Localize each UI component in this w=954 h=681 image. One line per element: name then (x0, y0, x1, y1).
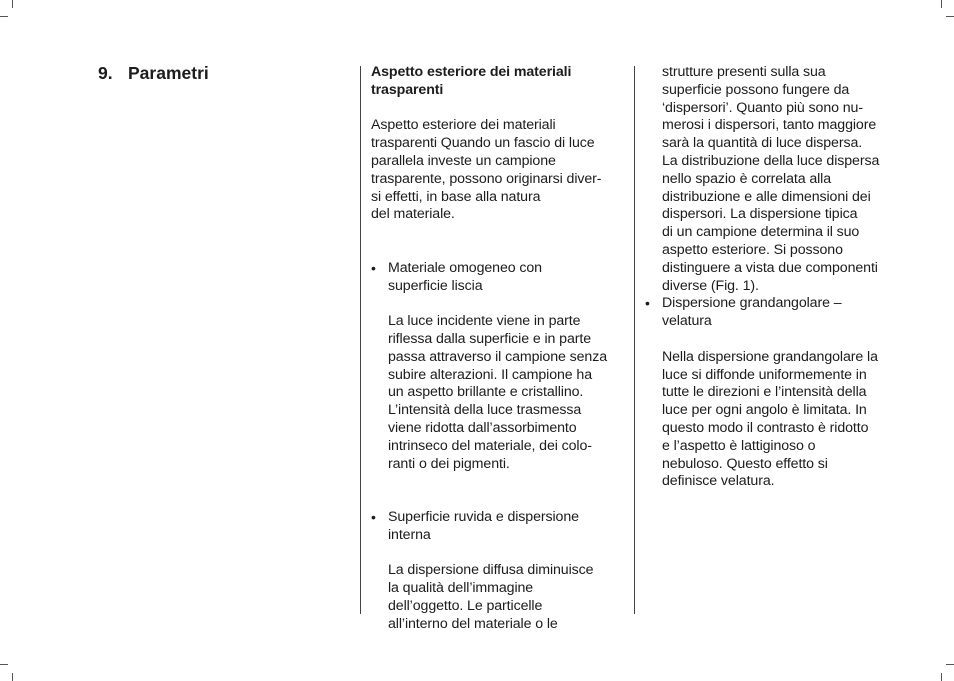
text-line: nello spazio è correlata alla (662, 170, 832, 187)
section-heading (98, 63, 209, 84)
text-line: e l’aspetto è lattiginoso o (662, 437, 816, 454)
crop-mark-bottom-left-h (0, 664, 8, 665)
text-line: La distribuzione della luce dispersa (662, 152, 880, 169)
section-number: 9. (98, 63, 113, 83)
spacer (662, 331, 912, 349)
text-line: superficie possono fungere da (662, 81, 850, 98)
text-line: trasparente, possono originarsi diver- (371, 170, 602, 187)
crop-mark-bottom-left-v (12, 673, 13, 681)
list-item (645, 295, 912, 491)
spacer (371, 242, 629, 260)
crop-mark-bottom-right-v (941, 673, 942, 681)
text-line: subire alterazioni. Il campione ha (388, 366, 593, 383)
text-line: La luce incidente viene in parte (388, 313, 581, 330)
text-line: sarà la quantità di luce dispersa. (662, 135, 863, 152)
text-line: La dispersione diffusa diminuisce (388, 562, 594, 579)
spacer (371, 100, 629, 118)
middle-column (371, 64, 629, 634)
text-line: Materiale omogeneo con (388, 259, 542, 276)
text-line: distribuzione e alle dimensioni dei (662, 188, 871, 205)
heading-line: trasparenti (371, 81, 444, 98)
text-line: Dispersione grandangolare – (662, 295, 842, 312)
bullet-marker: • (371, 508, 376, 525)
text-line: parallela investe un campione (371, 152, 556, 169)
text-line: nebuloso. Questo effetto si (662, 455, 828, 472)
section-title: Parametri (128, 63, 209, 83)
text-line: Nella dispersione grandangolare la (662, 348, 878, 365)
bullet-marker: • (371, 259, 376, 276)
text-line: distinguere a vista due componenti (662, 259, 878, 276)
column-divider-right (634, 66, 635, 614)
continued-paragraph (662, 64, 912, 295)
text-line: luce si diffonde uniformemente in (662, 366, 867, 383)
text-line: ‘dispersori’. Quanto più sono nu- (662, 99, 863, 116)
text-line: luce per ogni angolo è limitata. In (662, 402, 867, 419)
list-item-body (662, 349, 912, 491)
text-line: trasparenti Quando un fascio di luce (371, 135, 595, 152)
text-line: Aspetto esteriore dei materiali (371, 117, 556, 134)
text-line: viene ridotta dall’assorbimento (388, 419, 577, 436)
text-line: dispersori. La dispersione tipica (662, 206, 858, 223)
text-line: all’interno del materiale o le (388, 615, 558, 632)
text-line: merosi i dispersori, tanto maggiore (662, 117, 877, 134)
list-item-title (388, 509, 629, 545)
text-line: aspetto esteriore. Si possono (662, 241, 843, 258)
text-line: passa attraverso il campione senza (388, 348, 607, 365)
crop-mark-top-right-v (941, 0, 942, 8)
text-line: tutte le direzioni e l’intensità della (662, 384, 867, 401)
list-item-title (388, 260, 629, 296)
spacer (388, 295, 629, 313)
spacer (371, 491, 629, 509)
list-item (371, 509, 629, 634)
text-line: L’intensità della luce trasmessa (388, 402, 582, 419)
text-line: velatura (662, 313, 712, 330)
text-line: definisce velatura. (662, 473, 775, 490)
text-line: superficie liscia (388, 277, 483, 294)
text-line: del materiale. (371, 206, 455, 223)
spacer (371, 473, 629, 491)
text-line: si effetti, in base alla natura (371, 188, 541, 205)
list-item-body (388, 562, 629, 633)
text-line: ranti o dei pigmenti. (388, 455, 510, 472)
crop-mark-bottom-right-h (946, 664, 954, 665)
text-line: Superficie ruvida e dispersione (388, 508, 579, 525)
text-line: diverse (Fig. 1). (662, 277, 759, 294)
crop-mark-top-right-h (946, 16, 954, 17)
list-item-title (662, 295, 912, 331)
heading-line: Aspetto esteriore dei materiali (371, 64, 572, 80)
bullet-marker: • (645, 295, 650, 312)
text-line: un aspetto brillante e cristallino. (388, 384, 584, 401)
text-line: intrinseco del materiale, dei colo- (388, 437, 592, 454)
crop-mark-top-left-v (12, 0, 13, 8)
intro-paragraph (371, 117, 629, 224)
text-line: interna (388, 526, 431, 543)
crop-mark-top-left-h (0, 16, 8, 17)
column-divider-left (360, 66, 361, 614)
subsection-heading (371, 64, 629, 100)
spacer (371, 224, 629, 242)
text-line: la qualità dell’immagine (388, 580, 534, 597)
text-line: questo modo il contrasto è ridotto (662, 419, 869, 436)
text-line: dell’oggetto. Le particelle (388, 597, 543, 614)
spacer (388, 545, 629, 563)
list-item (371, 260, 629, 474)
text-line: strutture presenti sulla sua (662, 64, 826, 80)
text-line: riflessa dalla superficie e in parte (388, 330, 592, 347)
text-line: di un campione determina il suo (662, 224, 860, 241)
right-column (645, 64, 912, 491)
list-item-body (388, 313, 629, 473)
